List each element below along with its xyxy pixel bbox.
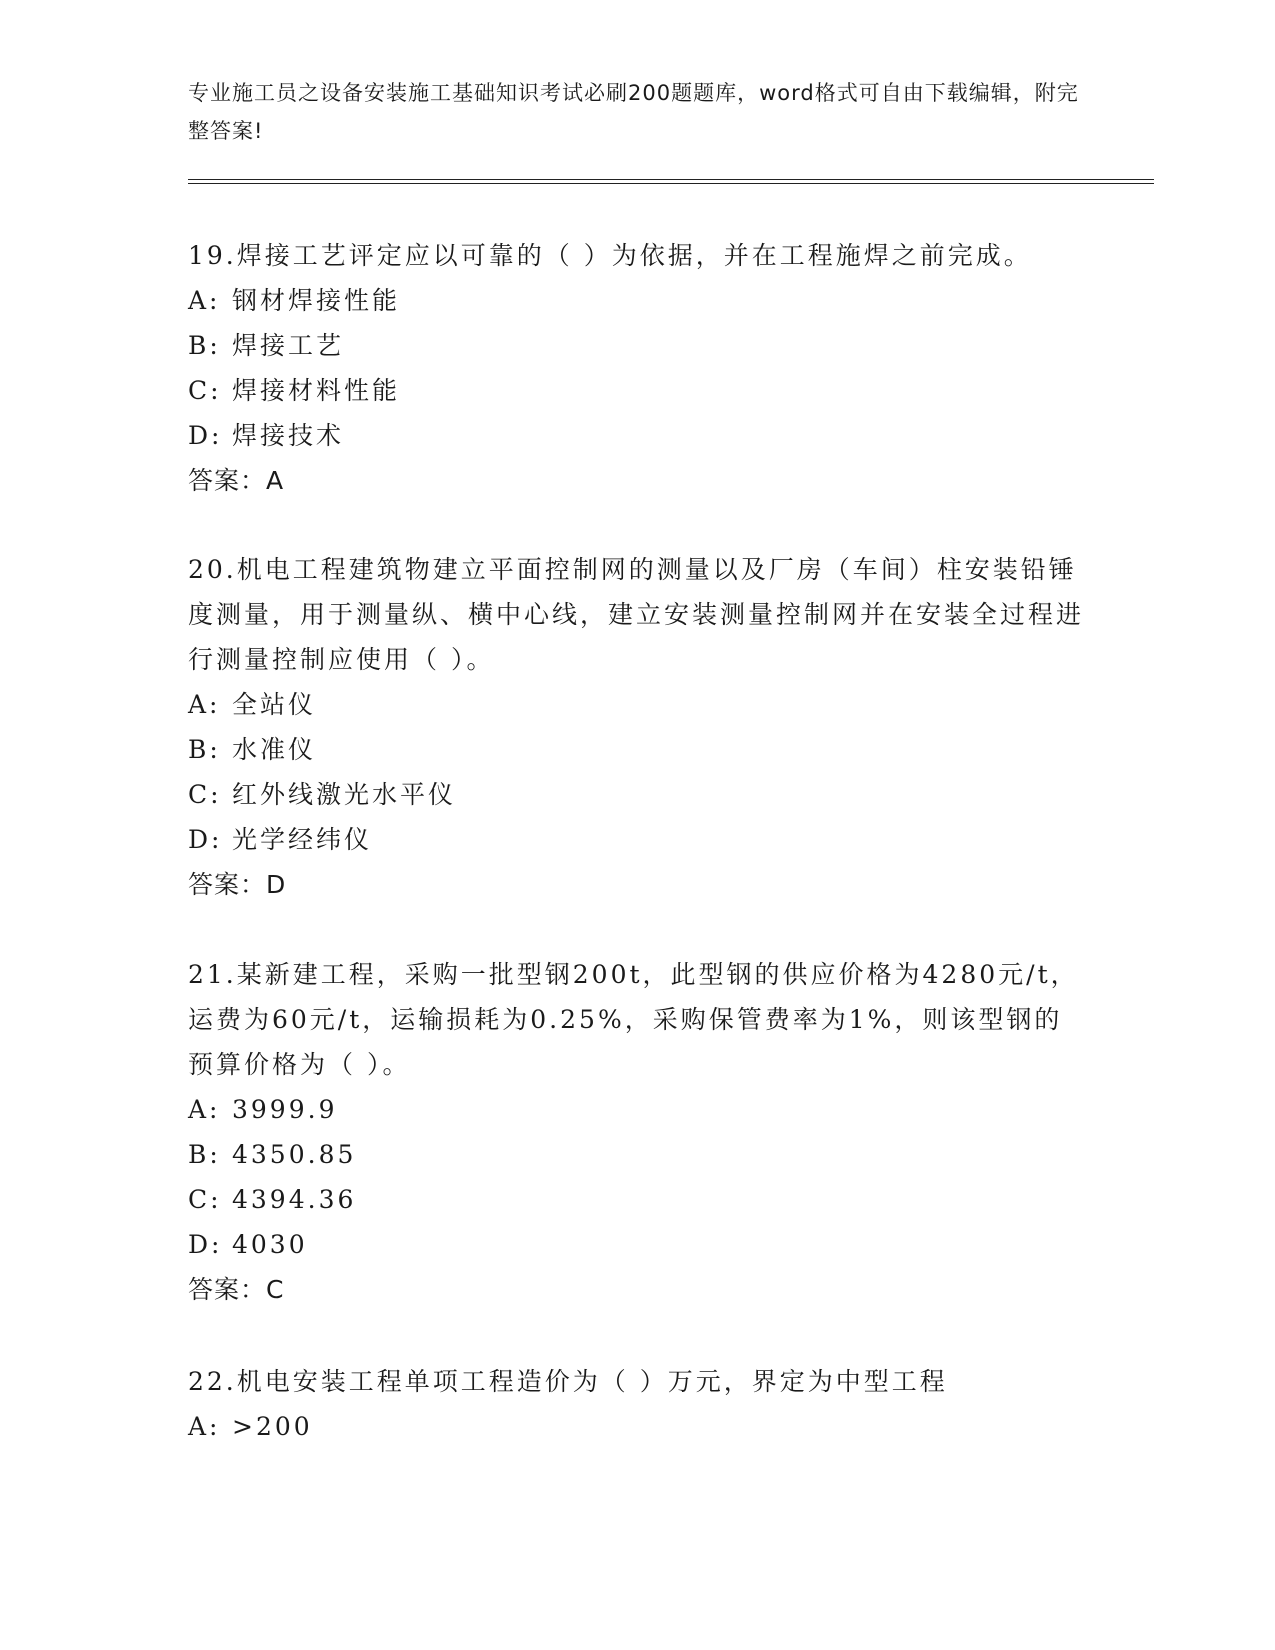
- question-stem: 21.某新建工程，采购一批型钢200t，此型钢的供应价格为4280元/t，运费为60元/t，运输损耗为0.25%，采购保管费率为1%，则该型钢的预算价格为（ ）。: [188, 960, 1079, 1079]
- option-a: A: 3999.9: [188, 1095, 338, 1124]
- option-b: B: 水准仪: [188, 735, 317, 764]
- option-d: D: 焊接技术: [188, 421, 345, 450]
- answer: 答案：D: [188, 870, 287, 899]
- question-19: [188, 233, 1088, 503]
- option-a: A: 全站仪: [188, 690, 317, 719]
- option-d: D: 光学经纬仪: [188, 825, 373, 854]
- header-divider-bottom: [188, 183, 1154, 184]
- option-a: A: 钢材焊接性能: [188, 286, 401, 315]
- option-c: C: 红外线激光水平仪: [188, 780, 457, 809]
- question-22: [188, 1359, 1088, 1449]
- answer: 答案：A: [188, 466, 285, 495]
- option-d: D: 4030: [188, 1230, 308, 1259]
- answer: 答案：C: [188, 1275, 285, 1304]
- question-20: [188, 547, 1088, 907]
- option-b: B: 焊接工艺: [188, 331, 345, 360]
- header-divider-top: [188, 179, 1154, 180]
- option-b: B: 4350.85: [188, 1140, 357, 1169]
- option-a: A: >200: [188, 1412, 313, 1441]
- option-c: C: 焊接材料性能: [188, 376, 401, 405]
- question-stem: 20.机电工程建筑物建立平面控制网的测量以及厂房（车间）柱安装铅锤度测量，用于测量纵、横中心线，建立安装测量控制网并在安装全过程进行测量控制应使用（ ）。: [188, 555, 1085, 674]
- option-c: C: 4394.36: [188, 1185, 357, 1214]
- question-stem: 22.机电安装工程单项工程造价为（ ）万元，界定为中型工程: [188, 1367, 948, 1396]
- question-stem: 19.焊接工艺评定应以可靠的（ ）为依据，并在工程施焊之前完成。: [188, 241, 1032, 270]
- document-header: 专业施工员之设备安装施工基础知识考试必刷200题题库，word格式可自由下载编辑，附完整答案!: [188, 81, 1079, 143]
- question-21: [188, 952, 1088, 1312]
